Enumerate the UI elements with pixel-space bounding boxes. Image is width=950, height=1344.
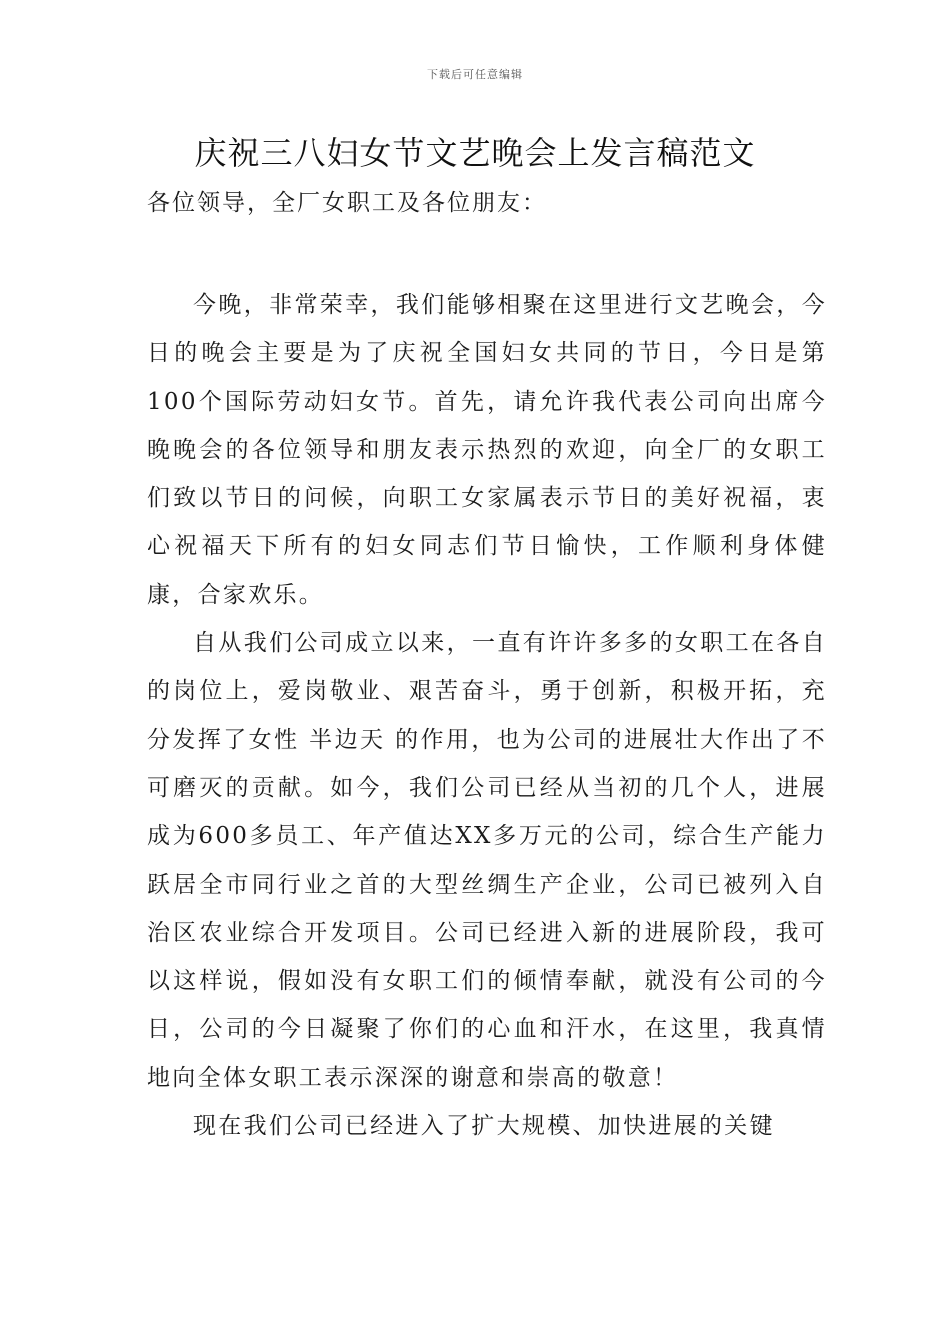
body-text [147,281,827,1150]
salutation: 各位领导，全厂女职工及各位朋友： [147,190,547,216]
paragraph: 今晚，非常荣幸，我们能够相聚在这里进行文艺晚会，今日的晚会主要是为了庆祝全国妇女共同的节日，今日是第100个国际劳动妇女节。首先，请允许我代表公司向出席今晚晚会的各位领导和朋友表示热烈的欢迎，向全厂的女职工们致以节日的问候，向职工女家属表示节日的美好祝福，衷心祝福天下所有的妇女同志们节日愉快，工作顺利身体健康，合家欢乐。 [147,292,827,608]
paragraph: 现在我们公司已经进入了扩大规模、加快进展的关键 [193,1113,775,1140]
document-title: 庆祝三八妇女节文艺晚会上发言稿范文 [194,134,756,172]
header-note: 下载后可任意编辑 [427,68,523,81]
paragraph: 自从我们公司成立以来，一直有许许多多的女职工在各自的岗位上，爱岗敬业、艰苦奋斗，勇于创新，积极开拓，充分发挥了女性 半边天 的作用，也为公司的进展壮大作出了不可磨灭的贡献。如今，我们公司已经从当初的几个人，进展成为600多员工、年产值达XX多万元的公司，综合生产能力跃居全市同行业之首的大型丝绸生产企业，公司已被列入自治区农业综合开发项目。公司已经进入新的进展阶段，我可以这样说，假如没有女职工们的倾情奉献，就没有公司的今日，公司的今日凝聚了你们的心血和汗水，在这里，我真情地向全体女职工表示深深的谢意和崇高的敬意！ [147,630,827,1091]
